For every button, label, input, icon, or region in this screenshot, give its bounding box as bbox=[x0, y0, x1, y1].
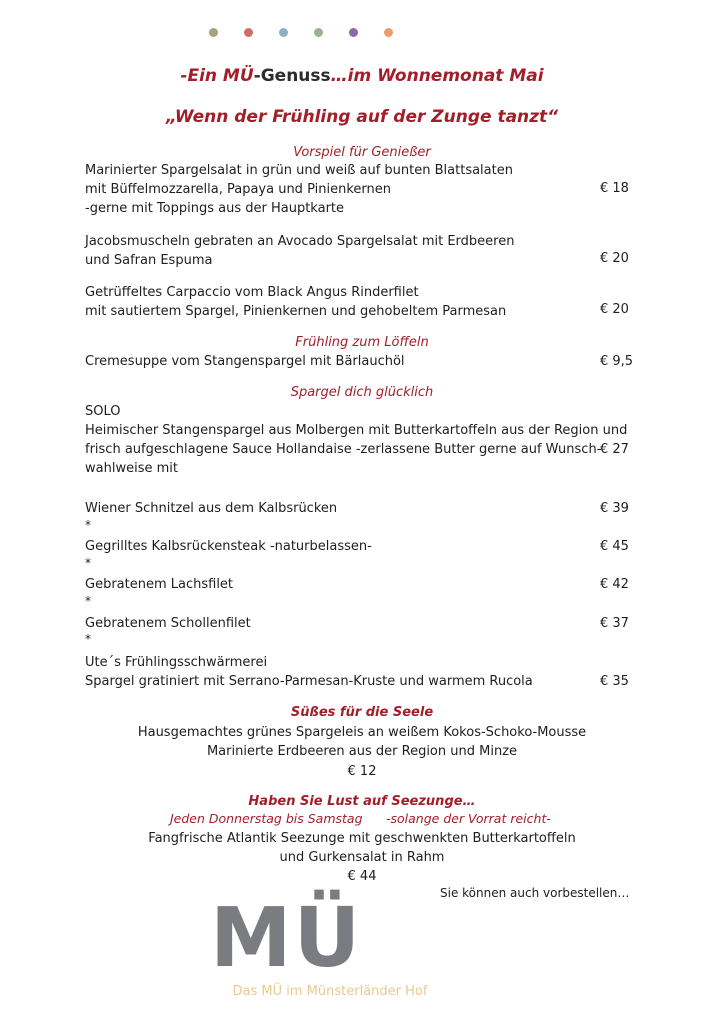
seezunge-line-2: und Gurkensalat in Rahm bbox=[279, 850, 445, 865]
decor-dot-1 bbox=[209, 28, 218, 37]
item-line: Heimischer Stangenspargel aus Molbergen mit Butterkartoffeln aus der Region und bbox=[85, 423, 628, 438]
vorspiel-price-1: € 18 bbox=[600, 181, 629, 196]
ute-price: € 35 bbox=[600, 674, 629, 689]
separator-star: * bbox=[85, 556, 91, 570]
vorspiel-item-1 bbox=[85, 161, 513, 218]
menu-subtitle: „Wenn der Frühling auf der Zunge tanzt“ bbox=[165, 107, 559, 127]
spargel-option-1: Wiener Schnitzel aus dem Kalbsrücken bbox=[85, 501, 338, 516]
decor-dot-6 bbox=[384, 28, 393, 37]
spargel-option-4-price: € 37 bbox=[600, 616, 629, 631]
dessert-price: € 12 bbox=[347, 764, 377, 779]
item-line: Getrüffeltes Carpaccio vom Black Angus Rinderfilet bbox=[85, 285, 419, 300]
mu-logo: MÜ bbox=[210, 891, 363, 986]
separator-star: * bbox=[85, 518, 91, 532]
decor-dot-2 bbox=[244, 28, 253, 37]
spargel-option-4: Gebratenem Schollenfilet bbox=[85, 616, 251, 631]
spargel-option-3-price: € 42 bbox=[600, 577, 629, 592]
title-middle: -Genuss bbox=[253, 66, 331, 86]
logo-tagline: Das MÜ im Münsterländer Hof bbox=[232, 984, 428, 999]
vorspiel-price-3: € 20 bbox=[600, 302, 629, 317]
item-line: mit Büffelmozzarella, Papaya und Pinienkernen bbox=[85, 182, 391, 197]
spargel-solo-price: € 27 bbox=[600, 442, 629, 457]
suppe-price: € 9,5 bbox=[600, 354, 634, 369]
vorspiel-item-2 bbox=[85, 232, 514, 270]
vorspiel-price-2: € 20 bbox=[600, 251, 629, 266]
decor-dot-5 bbox=[349, 28, 358, 37]
decor-dot-3 bbox=[279, 28, 288, 37]
item-line: SOLO bbox=[85, 404, 121, 419]
item-line: Ute´s Frühlingsschwärmerei bbox=[85, 655, 268, 670]
seezunge-note-left: Jeden Donnerstag bis Samstag bbox=[170, 811, 363, 826]
item-line: Spargel gratiniert mit Serrano-Parmesan-Kruste und warmem Rucola bbox=[85, 674, 533, 689]
separator-star: * bbox=[85, 632, 91, 646]
seezunge-note-right: -solange der Vorrat reicht- bbox=[386, 811, 551, 826]
vorspiel-item-3 bbox=[85, 283, 506, 321]
section-seezunge: Haben Sie Lust auf Seezunge… bbox=[248, 794, 476, 809]
item-line: -gerne mit Toppings aus der Hauptkarte bbox=[85, 201, 345, 216]
dessert-line-2: Marinierte Erdbeeren aus der Region und Minze bbox=[206, 744, 518, 759]
decor-dot-4 bbox=[314, 28, 323, 37]
seezunge-line-1: Fangfrische Atlantik Seezunge mit geschwenkten Butterkartoffeln bbox=[148, 831, 576, 846]
section-vorspiel: Vorspiel für Genießer bbox=[293, 145, 431, 160]
spargel-option-2-price: € 45 bbox=[600, 539, 629, 554]
section-suppe: Frühling zum Löffeln bbox=[295, 335, 429, 350]
menu-title bbox=[0, 66, 724, 86]
spargel-option-3: Gebratenem Lachsfilet bbox=[85, 577, 234, 592]
item-line: Jacobsmuscheln gebraten an Avocado Spargelsalat mit Erdbeeren bbox=[85, 234, 515, 249]
title-suffix: …im Wonnemonat Mai bbox=[330, 66, 544, 86]
seezunge-price: € 44 bbox=[347, 869, 377, 884]
item-line: wahlweise mit bbox=[85, 461, 178, 476]
preorder-note: Sie können auch vorbestellen… bbox=[440, 886, 630, 900]
suppe-item: Cremesuppe vom Stangenspargel mit Bärlauchöl bbox=[85, 354, 405, 369]
separator-star: * bbox=[85, 594, 91, 608]
section-dessert: Süßes für die Seele bbox=[290, 705, 434, 720]
spargel-option-1-price: € 39 bbox=[600, 501, 629, 516]
spargel-solo bbox=[85, 402, 627, 478]
item-line: Marinierter Spargelsalat in grün und weiß auf bunten Blattsalaten bbox=[85, 163, 513, 178]
item-line: mit sautiertem Spargel, Pinienkernen und gehobeltem Parmesan bbox=[85, 304, 507, 319]
title-prefix: -Ein MÜ bbox=[180, 66, 254, 86]
section-spargel: Spargel dich glücklich bbox=[290, 385, 434, 400]
item-line: und Safran Espuma bbox=[85, 253, 213, 268]
spargel-option-2: Gegrilltes Kalbsrückensteak -naturbelassen- bbox=[85, 539, 372, 554]
dessert-line-1: Hausgemachtes grünes Spargeleis an weißem Kokos-Schoko-Mousse bbox=[137, 725, 587, 740]
ute-item bbox=[85, 653, 533, 691]
item-line: frisch aufgeschlagene Sauce Hollandaise -zerlassene Butter gerne auf Wunsch- bbox=[85, 442, 602, 457]
